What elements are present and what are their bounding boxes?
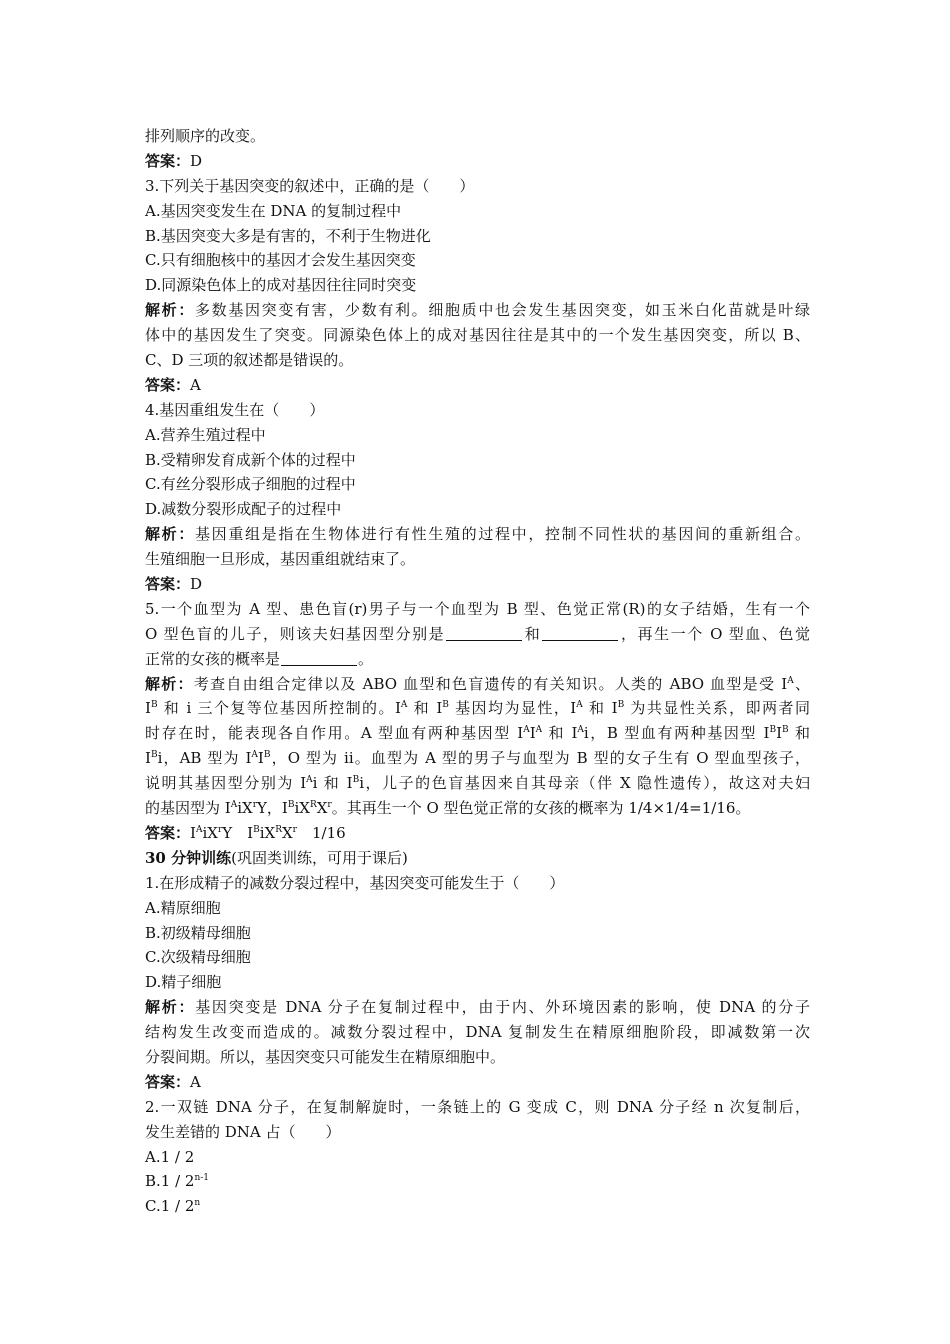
superscript: B (617, 700, 625, 711)
answer-value: iX (259, 823, 276, 842)
superscript: A (787, 675, 794, 686)
analysis-label: 解析： (145, 674, 194, 693)
question-text: 发生差错的 DNA 占（ ） (145, 1122, 341, 1141)
superscript: B (352, 775, 360, 786)
superscript: R (275, 824, 282, 835)
option-text: D.精子细胞 (145, 973, 222, 992)
question-5 (145, 622, 810, 647)
question-text: 1.在形成精子的减数分裂过程中，基因突变可能发生于（ ） (145, 873, 565, 892)
superscript: A (306, 775, 313, 786)
superscript: n (194, 1198, 201, 1209)
analysis-text: 、 (793, 674, 810, 693)
analysis-text: 为共显性关系，即两者同 (624, 699, 810, 718)
answer-blank (446, 626, 522, 641)
answer-label: 答案： (145, 823, 191, 842)
answer-label: 答案： (145, 1072, 191, 1091)
question-text: 2.一双链 DNA 分子，在复制解旋时，一条链上的 G 变成 C，则 DNA 分子经 n 次复制后， (145, 1097, 810, 1116)
question-2 (145, 1120, 810, 1145)
option-text: A.1 / 2 (145, 1147, 195, 1166)
analysis-text: 和 I (407, 699, 443, 718)
option-text: C.只有细胞核中的基因才会发生基因突变 (145, 251, 416, 270)
option-text: A.营养生殖过程中 (145, 425, 266, 444)
superscript: R (309, 800, 317, 811)
answer-value: D (190, 151, 203, 170)
superscript: A (535, 725, 543, 736)
superscript: B (287, 800, 295, 811)
question-5 (145, 647, 810, 672)
superscript: r (327, 800, 332, 811)
question-5 (145, 597, 810, 622)
question-text: 正常的女孩的概率是 (145, 649, 281, 668)
superscript: B (150, 700, 158, 711)
option-c (145, 472, 810, 497)
analysis-text: 基因均为显性，I (448, 699, 577, 718)
analysis-text: I (257, 749, 264, 768)
superscript: r (217, 824, 223, 835)
option-c (145, 1194, 810, 1219)
option-text: C.有丝分裂形成子细胞的过程中 (145, 475, 356, 494)
analysis-line (145, 1020, 810, 1045)
analysis-text: 结构发生改变而造成的。减数分裂过程中，DNA 复制发生在精原细胞阶段，即减数第一次 (145, 1023, 810, 1042)
analysis-text: 生殖细胞一旦形成，基因重组就结束了。 (145, 550, 416, 569)
superscript: n-1 (194, 1173, 210, 1184)
analysis-label: 解析： (145, 998, 196, 1017)
question-text: 4.基因重组发生在（ ） (145, 400, 325, 419)
superscript: A (576, 700, 583, 711)
analysis-line (145, 721, 810, 746)
analysis-line (145, 298, 810, 323)
question-1 (145, 871, 810, 896)
analysis-line (145, 547, 810, 572)
analysis-text: 和 (788, 724, 810, 743)
question-text: 。 (358, 649, 374, 668)
analysis-text: 考查自由组合定律以及 ABO 血型和色盲遗传的有关知识。人类的 ABO 血型是受 I (193, 674, 788, 693)
superscript: A (251, 750, 258, 761)
option-a (145, 199, 810, 224)
analysis-line: $I^B$ 和 i 三个复等位基因所控制的。$I^A$ 和 $I^B$ 基因均为显性，$I^A$ 和 $I^B$ 为共显性关系，即两者同 (145, 699, 810, 718)
option-text: A.精原细胞 (145, 898, 221, 917)
superscript: r (252, 800, 257, 811)
analysis-text: 基因重组是指在生物体进行有性生殖的过程中，控制不同性状的基因间的重新组合。 (195, 525, 810, 544)
section-title: 30 分钟训练 (145, 848, 232, 867)
analysis-text: 体中的基因发生了突变。同源染色体上的成对基因往往是其中的一个发生基因突变，所以 B、 (145, 326, 810, 345)
question-text: 和 (523, 624, 542, 643)
analysis-text: 多数基因突变有害，少数有利。细胞质中也会发生基因突变，如玉米白化苗就是叶绿 (195, 301, 810, 320)
answer-line (145, 1070, 810, 1095)
option-c (145, 248, 810, 273)
analysis-line (145, 796, 810, 821)
analysis-line (145, 672, 810, 697)
superscript: r (292, 824, 297, 835)
analysis-text: i，B 型血有两种基因型 I (583, 724, 770, 743)
superscript: A (195, 824, 203, 835)
analysis-text: i，儿子的色盲基因来自其母亲（伴 X 隐性遗传），故这对夫妇 (359, 774, 810, 793)
analysis-text: 和 i 三个复等位基因所控制的。I (157, 699, 401, 718)
analysis-text: C、D 三项的叙述都是错误的。 (145, 351, 354, 370)
answer-blank (542, 626, 618, 641)
option-text: D.同源染色体上的成对基因往往同时突变 (145, 276, 417, 295)
option-d (145, 273, 810, 298)
superscript: B (782, 725, 789, 736)
answer-blank (281, 651, 357, 666)
superscript: A (230, 800, 238, 811)
option-a (145, 423, 810, 448)
question-text: 3.下列关于基因突变的叙述中，正确的是（ ） (145, 176, 475, 195)
option-text: C.次级精母细胞 (145, 948, 251, 967)
answer-line (145, 149, 810, 174)
superscript: B (769, 725, 777, 736)
analysis-text: i，AB 型为 I (157, 749, 252, 768)
text-line (145, 124, 810, 149)
analysis-line (145, 323, 810, 348)
analysis-text: 的基因型为 I (145, 799, 231, 818)
superscript: A (523, 725, 530, 736)
question-3 (145, 174, 810, 199)
analysis-text: iX (237, 799, 253, 818)
superscript: B (263, 750, 271, 761)
analysis-text: Y，I (257, 799, 288, 818)
question-text: O 型色盲的儿子，则该夫妇基因型分别是 (145, 624, 446, 643)
analysis-text: 分裂间期。所以，基因突变只可能发生在精原细胞中。 (145, 1047, 506, 1066)
analysis-text: 。其再生一个 O 型色觉正常的女孩的概率为 1/4×1/4=1/16。 (331, 799, 751, 818)
answer-label: 答案： (145, 575, 191, 594)
answer-value: A (190, 375, 201, 394)
superscript: A (400, 700, 408, 711)
text: 排列顺序的改变。 (145, 127, 266, 145)
answer-value: 1/16 (296, 823, 346, 842)
superscript: B (150, 750, 158, 761)
answer-line (145, 572, 810, 597)
analysis-line (145, 1045, 810, 1070)
answer-value: D (190, 575, 203, 594)
analysis-label: 解析： (145, 525, 195, 544)
answer-value: A (190, 1072, 201, 1091)
analysis-text: 基因突变是 DNA 分子在复制过程中，由于内、外环境因素的影响，使 DNA 的分子 (195, 998, 810, 1017)
option-text: B.1 / 2 (145, 1172, 195, 1191)
answer-value: iX (202, 823, 218, 842)
analysis-text: I (776, 724, 782, 743)
option-b (145, 1169, 810, 1194)
document-body (145, 124, 810, 1219)
analysis-text: 时存在时，能表现各自作用。A 型血有两种基因型 I (145, 724, 524, 743)
superscript: B (253, 824, 260, 835)
option-text: B.受精卵发育成新个体的过程中 (145, 450, 356, 469)
option-b (145, 448, 810, 473)
analysis-text: 和 I (582, 699, 618, 718)
analysis-text: 和 I (542, 724, 578, 743)
question-text: ，再生一个 O 型血、色觉 (619, 624, 810, 643)
answer-value: Y I (222, 823, 254, 842)
option-text: D.减数分裂形成配子的过程中 (145, 500, 342, 519)
analysis-line (145, 348, 810, 373)
answer-line (145, 821, 810, 846)
section-subtitle: (巩固类训练，可用于课后) (231, 848, 408, 867)
answer-label: 答案： (145, 375, 191, 394)
analysis-line (145, 522, 810, 547)
option-a (145, 896, 810, 921)
option-c (145, 945, 810, 970)
option-text: C.1 / 2 (145, 1197, 195, 1216)
superscript: B (442, 700, 449, 711)
option-text: A.基因突变发生在 DNA 的复制过程中 (145, 201, 402, 220)
option-b (145, 921, 810, 946)
section-heading (145, 846, 810, 871)
analysis-text: ，O 型为 ii。血型为 A 型的男子与血型为 B 型的女子生有 O 型血型孩子， (270, 749, 810, 768)
analysis-text: iX (294, 799, 310, 818)
question-4 (145, 398, 810, 423)
analysis-label: 解析： (145, 301, 195, 320)
option-b (145, 224, 810, 249)
option-text: B.基因突变大多是有害的，不利于生物进化 (145, 226, 431, 245)
analysis-text: 说明其基因型分别为 I (145, 774, 307, 793)
analysis-text: i 和 I (312, 774, 353, 793)
option-d (145, 970, 810, 995)
option-a (145, 1145, 810, 1170)
answer-value: I (190, 823, 196, 842)
analysis-line (145, 995, 810, 1020)
analysis-text: I (529, 724, 536, 743)
superscript: A (577, 725, 584, 736)
analysis-line (145, 771, 810, 796)
question-2 (145, 1095, 810, 1120)
question-text: 5.一个血型为 A 型、患色盲(r)男子与一个血型为 B 型、色觉正常(R)的女子结婚，生有一个 (145, 599, 810, 618)
answer-line (145, 373, 810, 398)
answer-label: 答案： (145, 151, 191, 170)
option-text: B.初级精母细胞 (145, 923, 251, 942)
analysis-text: X (316, 799, 328, 818)
answer-value: X (281, 823, 293, 842)
option-d (145, 497, 810, 522)
analysis-line: $I^Bi$，AB 型为 $I^AI^B$，O 型为 ii。血型为 A 型的男子与血型为 B 型的女子生有 O 型血型孩子， (145, 749, 810, 768)
